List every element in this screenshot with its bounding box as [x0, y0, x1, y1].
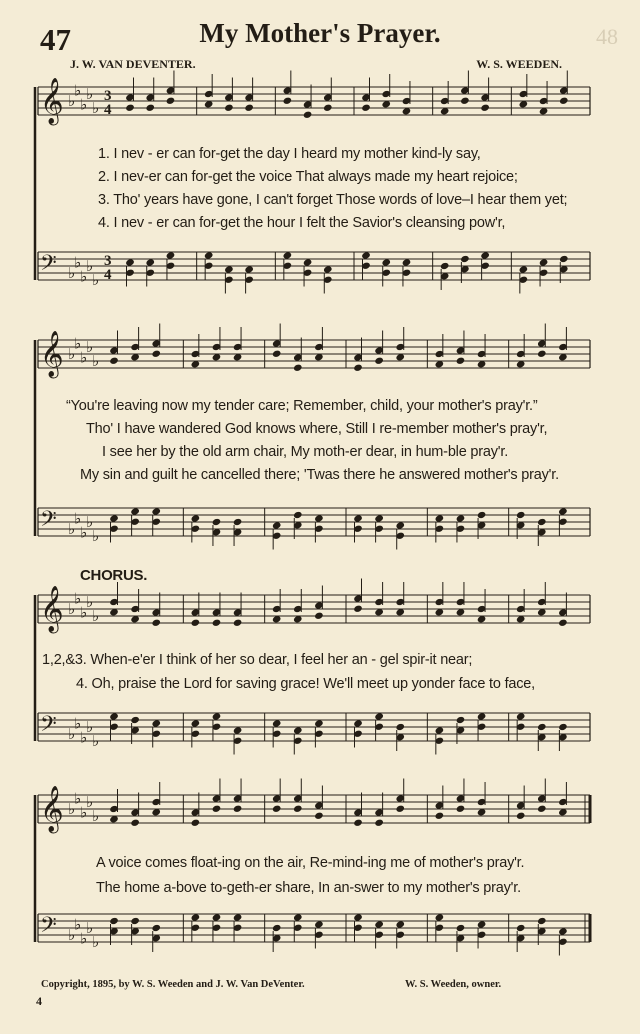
note-head [151, 924, 161, 932]
flat-icon: ♭ [86, 793, 94, 811]
note-head [395, 920, 405, 928]
flat-icon: ♭ [92, 933, 100, 951]
lyric-line: 1. I nev - er can for-get the day I heard my mother kind-ly say, [98, 146, 481, 162]
flat-icon: ♭ [74, 253, 82, 272]
flat-icon: ♭ [86, 718, 94, 736]
lyric-line: 4. Oh, praise the Lord for saving grace! We'll meet up yonder face to face, [76, 676, 536, 692]
flat-icon: ♭ [92, 271, 100, 289]
hymn-number: 47 [40, 22, 71, 57]
flat-icon: ♭ [86, 338, 94, 356]
flat-icon: ♭ [92, 527, 100, 545]
bass-clef-icon: 𝄢 [40, 712, 57, 742]
note-head [130, 917, 140, 925]
flat-icon: ♭ [86, 257, 94, 275]
bass-clef-icon: 𝄢 [40, 507, 57, 537]
flat-icon: ♭ [80, 267, 88, 286]
lyric-line: The home a-bove to-geth-er share, In an-swer to my mother's pray'r. [96, 880, 521, 896]
flat-icon: ♭ [92, 732, 100, 750]
note-head [293, 913, 303, 921]
lyric-line: A voice comes float-ing on the air, Re-mind-ing me of mother's pray'r. [96, 855, 525, 871]
flat-icon: ♭ [80, 348, 88, 367]
flat-icon: ♭ [74, 509, 82, 528]
bass-clef-icon: 𝄢 [40, 913, 57, 943]
flat-icon: ♭ [68, 520, 76, 538]
note-head [191, 913, 201, 921]
flat-icon: ♭ [74, 334, 82, 353]
flat-icon: ♭ [74, 589, 82, 608]
note-head [537, 917, 547, 925]
chorus-label: CHORUS. [80, 567, 148, 584]
note-head [435, 913, 445, 921]
flat-icon: ♭ [86, 919, 94, 937]
lyric-line: 3. Tho' years have gone, I can't forget Those words of love–I hear them yet; [98, 192, 568, 208]
lyric-line: 2. I nev-er can for-get the voice That always made my heart rejoice; [98, 169, 518, 185]
time-signature-top: 3 [104, 88, 112, 104]
lyric-line: “You're leaving now my tender care; Remember, child, your mother's pray'r.” [66, 398, 538, 414]
note-head [516, 924, 526, 932]
flat-icon: ♭ [92, 99, 100, 117]
copyright-notice: Copyright, 1895, by W. S. Weeden and J. W. Van DeVenter. [41, 979, 305, 990]
time-signature-bottom: 4 [104, 267, 112, 283]
flat-icon: ♭ [92, 607, 100, 625]
flat-icon: ♭ [74, 714, 82, 733]
note-head [353, 913, 363, 921]
lyric-line: 1,2,&3. When-e'er I think of her so dear, I feel her an - gel spir-it near; [42, 652, 473, 668]
treble-clef-icon: 𝄞 [40, 586, 64, 632]
copyright-owner: W. S. Weeden, owner. [405, 979, 502, 990]
time-signature-top: 3 [104, 253, 112, 269]
flat-icon: ♭ [68, 600, 76, 618]
time-signature-bottom: 4 [104, 102, 112, 118]
lyric-line: I see her by the old arm chair, My moth-er dear, in hum-ble pray'r. [102, 444, 509, 460]
flat-icon: ♭ [68, 800, 76, 818]
treble-clef-icon: 𝄞 [40, 331, 64, 377]
treble-clef-icon: 𝄞 [40, 786, 64, 832]
lyric-line: Tho' I have wandered God knows where, Still I re-member mother's pray'r, [86, 421, 548, 437]
note-head [477, 920, 487, 928]
flat-icon: ♭ [74, 81, 82, 100]
lyric-line: My sin and guilt he cancelled there; 'Twas there he answered mother's pray'r. [80, 467, 559, 483]
flat-icon: ♭ [80, 95, 88, 114]
flat-icon: ♭ [86, 513, 94, 531]
note-head [109, 917, 119, 925]
author-credit: J. W. VAN DEVENTER. [70, 57, 196, 71]
note-head [314, 920, 324, 928]
flat-icon: ♭ [92, 807, 100, 825]
note-head [456, 924, 466, 932]
lyric-line: 4. I nev - er can for-get the hour I felt the Savior's cleansing pow'r, [98, 215, 506, 231]
flat-icon: ♭ [86, 85, 94, 103]
bleed-through-number: 48 [596, 24, 618, 49]
flat-icon: ♭ [74, 789, 82, 808]
hymn-title: My Mother's Prayer. [199, 18, 441, 48]
flat-icon: ♭ [80, 929, 88, 948]
note-head [558, 927, 568, 935]
flat-icon: ♭ [86, 593, 94, 611]
note-head [212, 913, 222, 921]
flat-icon: ♭ [80, 803, 88, 822]
flat-icon: ♭ [92, 352, 100, 370]
page-number: 4 [36, 994, 42, 1008]
flat-icon: ♭ [74, 915, 82, 934]
flat-icon: ♭ [80, 603, 88, 622]
flat-icon: ♭ [80, 523, 88, 542]
composer-credit: W. S. WEEDEN. [476, 57, 562, 71]
note-head [233, 913, 243, 921]
note-head [272, 924, 282, 932]
flat-icon: ♭ [68, 725, 76, 743]
flat-icon: ♭ [68, 264, 76, 282]
bass-clef-icon: 𝄢 [40, 251, 57, 281]
treble-clef-icon: 𝄞 [40, 78, 64, 124]
flat-icon: ♭ [68, 926, 76, 944]
flat-icon: ♭ [80, 728, 88, 747]
note-head [374, 920, 384, 928]
flat-icon: ♭ [68, 345, 76, 363]
flat-icon: ♭ [68, 92, 76, 110]
